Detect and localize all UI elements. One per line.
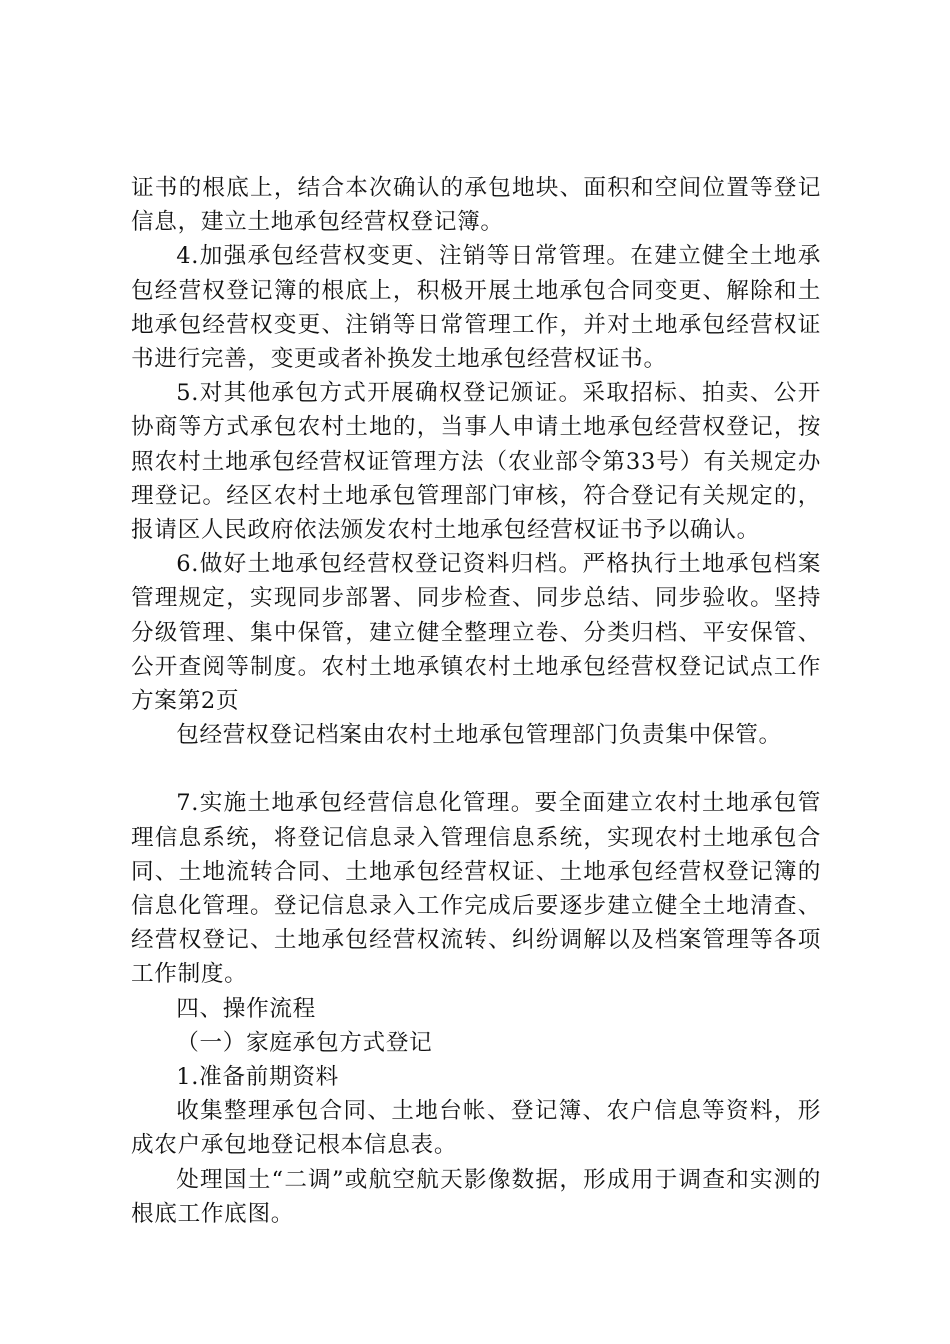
- paragraph-item-6-continued: 包经营权登记档案由农村土地承包管理部门负责集中保管。: [176, 722, 782, 749]
- paragraph-process-imagery: 处理国土“二调”或航空航天影像数据，形成用于调查和实测的根底工作底图。: [131, 1166, 821, 1227]
- document-body: [131, 171, 821, 1231]
- paragraph-continuation: 证书的根底上，结合本次确认的承包地块、面积和空间位置等登记信息，建立土地承包经营权登记簿。: [131, 175, 821, 236]
- paragraph-item-5: 5.对其他承包方式开展确权登记颁证。采取招标、拍卖、公开协商等方式承包农村土地的，当事人申请土地承包经营权登记，按照农村土地承包经营权证管理方法（农业部令第33号）有关规定办理登记。经区农村土地承包管理部门审核，符合登记有关规定的，报请区人民政府依法颁发农村土地承包经营权证书予以确认。: [131, 380, 821, 544]
- section-heading-operation-process: 四、操作流程: [176, 995, 316, 1022]
- paragraph-item-4: 4.加强承包经营权变更、注销等日常管理。在建立健全土地承包经营权登记簿的根底上，积极开展土地承包合同变更、解除和土地承包经营权变更、注销等日常管理工作，并对土地承包经营权证书进行完善，变更或者补换发土地承包经营权证书。: [131, 243, 821, 373]
- step-heading-prepare-materials: 1.准备前期资料: [176, 1064, 339, 1091]
- paragraph-item-6: 6.做好土地承包经营权登记资料归档。严格执行土地承包档案管理规定，实现同步部署、同步检查、同步总结、同步验收。坚持分级管理、集中保管，建立健全整理立卷、分类归档、平安保管、公开查阅等制度。农村土地承镇农村土地承包经营权登记试点工作方案第2页: [131, 551, 821, 715]
- paragraph-collect-materials: 收集整理承包合同、土地台帐、登记簿、农户信息等资料，形成农户承包地登记根本信息表。: [131, 1098, 821, 1159]
- subsection-heading-household-registration: （一）家庭承包方式登记: [176, 1029, 433, 1056]
- paragraph-item-7: 7.实施土地承包经营信息化管理。要全面建立农村土地承包管理信息系统，将登记信息录入管理信息系统，实现农村土地承包合同、土地流转合同、土地承包经营权证、土地承包经营权登记簿的信息化管理。登记信息录入工作完成后要逐步建立健全土地清查、经营权登记、土地承包经营权流转、纠纷调解以及档案管理等各项工作制度。: [131, 790, 821, 988]
